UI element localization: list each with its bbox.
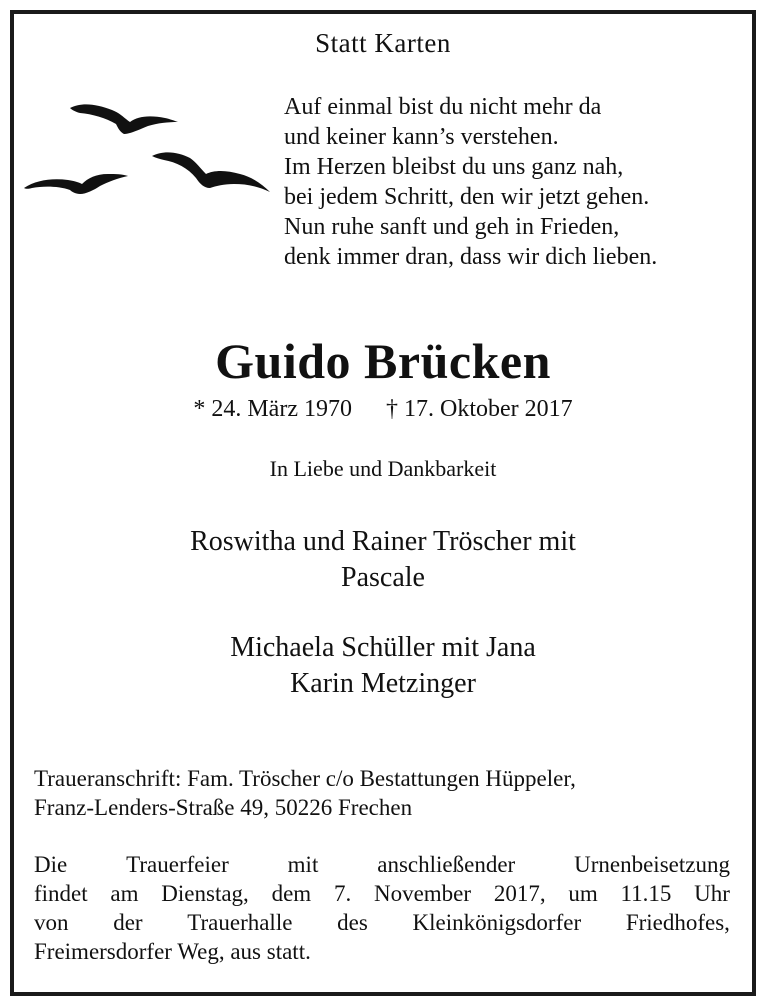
flying-birds-icon [20,96,275,201]
poem-line: Nun ruhe sanft und geh in Frieden, [284,214,620,240]
poem-line: bei jedem Schritt, den wir jetzt gehen. [284,184,650,210]
ceremony-word: November [373,881,472,906]
mourners-line: Roswitha und Rainer Tröscher mit [190,526,576,557]
poem-line: Im Herzen bleibst du uns ganz nah, [284,154,624,180]
mourners-line: Pascale [341,562,425,593]
ceremony-word: der [113,910,143,935]
statt-karten-heading: Statt Karten [315,28,451,58]
ceremony-word: Kleinkönigsdorfer [412,910,582,935]
mourning-address [34,764,734,822]
address-line: Traueranschrift: Fam. Tröscher c/o Bestattungen Hüppeler, [34,766,576,791]
deceased-name: Guido Brücken [215,333,551,389]
mourners-group-2 [0,630,766,702]
mourners-group-1 [0,524,766,596]
address-line: Franz-Lenders-Straße 49, 50226 Frechen [34,795,413,820]
bird-icon [152,152,270,192]
ceremony-line: Freimersdorfer Weg, aus statt. [34,939,311,964]
bird-icon [70,104,178,134]
ceremony-word: 7. [333,881,352,906]
ceremony-word: Friedhofes, [625,910,730,935]
mourners-line: Michaela Schüller mit Jana [230,632,536,663]
ceremony-word: dem [271,881,312,906]
ceremony-word: um [568,881,598,906]
ceremony-word: mit [287,852,319,877]
poem-line: denk immer dran, dass wir dich lieben. [284,244,658,270]
life-dates [0,396,766,423]
ceremony-word: anschließender [377,852,516,877]
ceremony-word: des [337,910,368,935]
ceremony-details [34,850,730,966]
ceremony-word: von [34,910,69,935]
ceremony-word: Die [34,852,68,877]
ceremony-word: Urnenbeisetzung [574,852,730,877]
birth-date: * 24. März 1970 [193,396,352,422]
death-date: † 17. Oktober 2017 [385,396,573,422]
bird-icon [24,174,128,194]
ceremony-word: findet [34,881,88,906]
ceremony-word: 2017, [493,881,546,906]
ceremony-word: Trauerhalle [187,910,293,935]
ceremony-word: Uhr [694,881,730,906]
poem-line: und keiner kann’s verstehen. [284,124,559,150]
ceremony-line [34,879,730,908]
mourners-line: Karin Metzinger [290,668,476,699]
poem-line: Auf einmal bist du nicht mehr da [284,94,602,120]
ceremony-word: am [110,881,139,906]
ceremony-line [34,850,730,879]
ceremony-word: 11.15 [620,881,672,906]
ceremony-word: Trauerfeier [126,852,229,877]
dedication-text: In Liebe und Dankbarkeit [269,456,497,481]
memorial-poem [284,92,657,272]
ceremony-line [34,908,730,937]
ceremony-word: Dienstag, [161,881,249,906]
